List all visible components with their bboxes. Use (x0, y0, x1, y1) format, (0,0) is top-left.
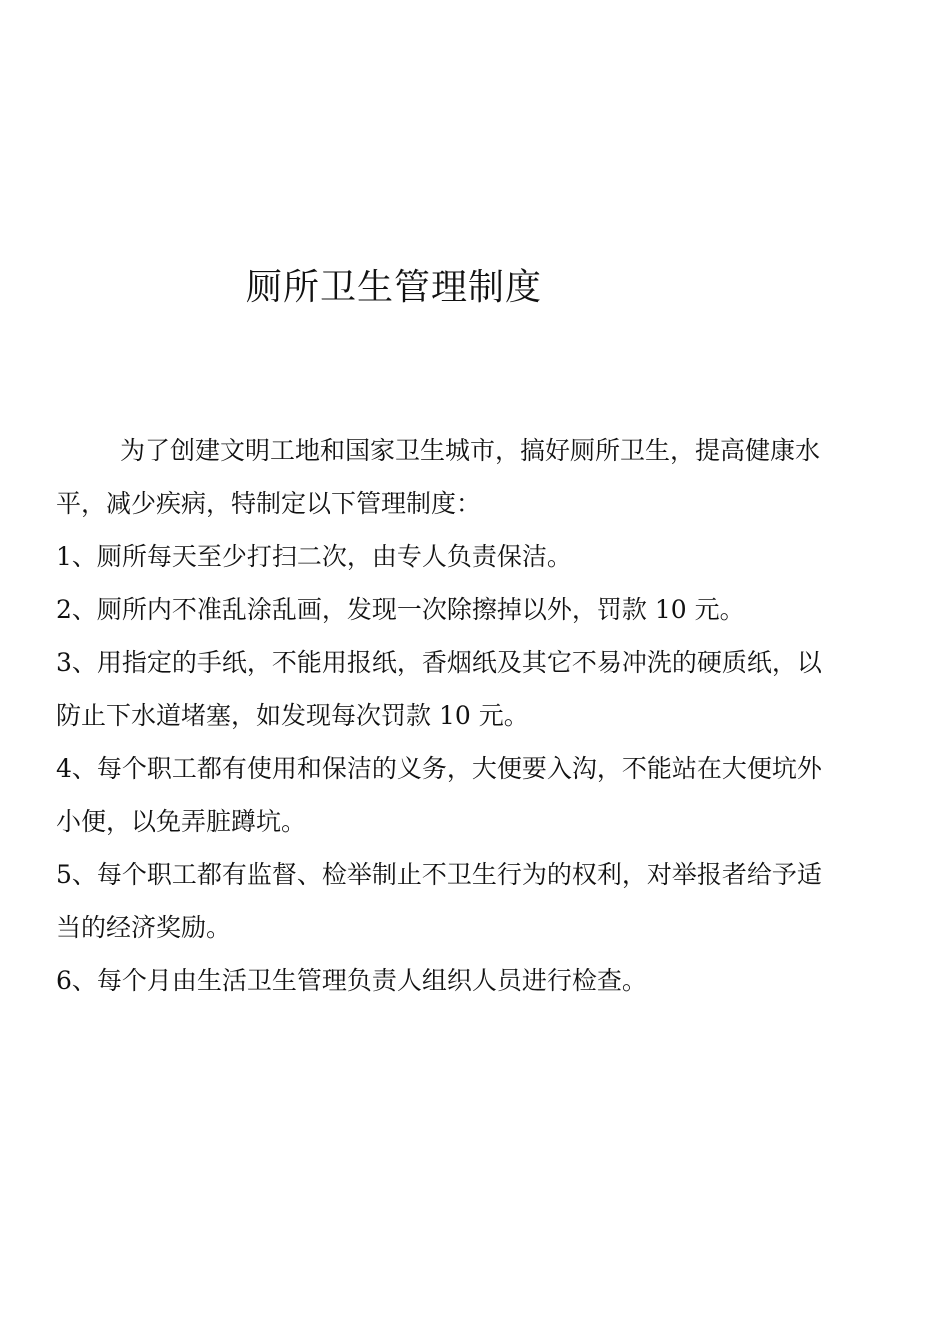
intro-line-1: 为了创建文明工地和国家卫生城市，搞好厕所卫生，提高健康水 (120, 436, 821, 465)
rule-item-2-line-1: 2、厕所内不准乱涂乱画，发现一次除擦掉以外，罚款 10 元。 (56, 595, 745, 624)
intro-line-2: 平，减少疾病，特制定以下管理制度： (56, 489, 482, 518)
rule-item-1-line-1: 1、厕所每天至少打扫二次，由专人负责保洁。 (56, 542, 572, 571)
rule-item-2 (56, 583, 886, 636)
rule-item-4-line-2: 小便，以免弄脏蹲坑。 (56, 807, 307, 836)
rule-item-3-line-1: 3、用指定的手纸，不能用报纸，香烟纸及其它不易冲洗的硬质纸，以 (56, 648, 822, 677)
rule-item-3 (56, 636, 886, 742)
intro-paragraph (56, 424, 886, 530)
document-body (56, 424, 886, 1007)
rule-item-3-line-2: 防止下水道堵塞，如发现每次罚款 10 元。 (56, 701, 529, 730)
rule-item-5-line-1: 5、每个职工都有监督、检举制止不卫生行为的权利，对举报者给予适 (56, 860, 822, 889)
rule-item-5-line-2: 当的经济奖励。 (56, 913, 232, 942)
document-title: 厕所卫生管理制度 (246, 267, 543, 308)
rule-item-4 (56, 742, 886, 848)
rule-item-6 (56, 954, 886, 1007)
rule-item-6-line-1: 6、每个月由生活卫生管理负责人组织人员进行检查。 (56, 966, 647, 995)
rule-item-4-line-1: 4、每个职工都有使用和保洁的义务，大便要入沟，不能站在大便坑外 (56, 754, 822, 783)
rule-item-5 (56, 848, 886, 954)
rule-item-1 (56, 530, 886, 583)
